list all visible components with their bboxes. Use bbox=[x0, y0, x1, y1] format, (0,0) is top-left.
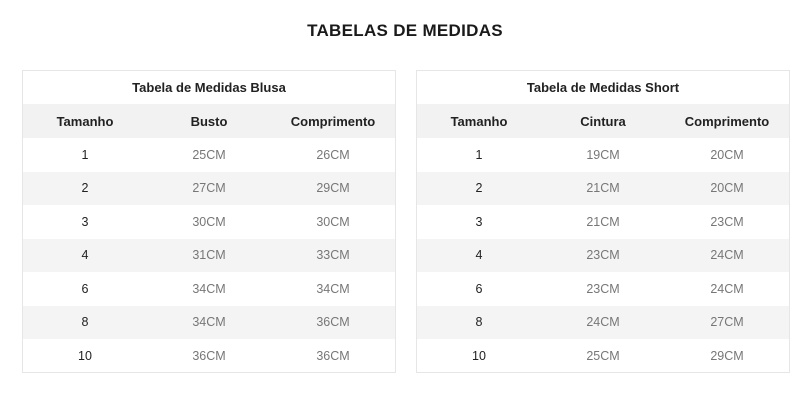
size-cell: 4 bbox=[475, 248, 483, 263]
measure-cell: 27CM bbox=[710, 315, 744, 330]
table-row bbox=[417, 205, 789, 239]
measure-cell: 23CM bbox=[586, 248, 620, 263]
table-row bbox=[23, 272, 395, 306]
column-header: Busto bbox=[190, 113, 228, 129]
table-caption: Tabela de Medidas Short bbox=[526, 80, 680, 95]
table-row bbox=[23, 172, 395, 206]
measure-cell: 20CM bbox=[710, 181, 744, 196]
measure-cell: 34CM bbox=[192, 315, 226, 330]
size-cell: 6 bbox=[475, 281, 483, 296]
column-header: Comprimento bbox=[290, 113, 376, 129]
measure-cell: 20CM bbox=[710, 147, 744, 162]
table-row bbox=[417, 239, 789, 273]
measure-cell: 24CM bbox=[586, 315, 620, 330]
table-row bbox=[417, 172, 789, 206]
table-row bbox=[23, 138, 395, 172]
size-cell: 2 bbox=[475, 181, 483, 196]
measure-cell: 34CM bbox=[192, 281, 226, 296]
size-cell: 1 bbox=[475, 147, 483, 162]
size-cell: 3 bbox=[81, 214, 89, 229]
measure-cell: 36CM bbox=[316, 348, 350, 363]
size-cell: 4 bbox=[81, 248, 89, 263]
size-cell: 8 bbox=[81, 315, 89, 330]
table-row bbox=[23, 306, 395, 340]
measure-cell: 25CM bbox=[586, 348, 620, 363]
measure-cell: 36CM bbox=[192, 348, 226, 363]
measure-cell: 21CM bbox=[586, 181, 620, 196]
size-tables-container bbox=[22, 70, 790, 373]
measure-cell: 25CM bbox=[192, 147, 226, 162]
size-cell: 2 bbox=[81, 181, 89, 196]
table-row bbox=[23, 205, 395, 239]
size-cell: 10 bbox=[472, 348, 486, 363]
table-row bbox=[417, 306, 789, 340]
size-cell: 6 bbox=[81, 281, 89, 296]
size-cell: 3 bbox=[475, 214, 483, 229]
measure-cell: 24CM bbox=[710, 281, 744, 296]
size-cell: 10 bbox=[78, 348, 92, 363]
size-table-blusa bbox=[22, 70, 396, 373]
column-header: Tamanho bbox=[450, 113, 508, 129]
column-header: Comprimento bbox=[684, 113, 770, 129]
table-header-row bbox=[417, 104, 789, 138]
measure-cell: 23CM bbox=[586, 281, 620, 296]
table-row bbox=[417, 339, 789, 373]
column-header: Tamanho bbox=[56, 113, 114, 129]
page-title: TABELAS DE MEDIDAS bbox=[307, 21, 503, 40]
measure-cell: 27CM bbox=[192, 181, 226, 196]
measure-cell: 36CM bbox=[316, 315, 350, 330]
size-cell: 8 bbox=[475, 315, 483, 330]
size-table-short bbox=[416, 70, 790, 373]
size-cell: 1 bbox=[81, 147, 89, 162]
measure-cell: 33CM bbox=[316, 248, 350, 263]
table-header-row bbox=[23, 104, 395, 138]
column-header: Cintura bbox=[580, 113, 626, 129]
table-row bbox=[417, 272, 789, 306]
measure-cell: 21CM bbox=[586, 214, 620, 229]
measure-cell: 34CM bbox=[316, 281, 350, 296]
table-row bbox=[417, 138, 789, 172]
table-row bbox=[23, 239, 395, 273]
measure-cell: 26CM bbox=[316, 147, 350, 162]
measure-cell: 24CM bbox=[710, 248, 744, 263]
measure-cell: 29CM bbox=[316, 181, 350, 196]
table-row bbox=[23, 339, 395, 373]
measure-cell: 23CM bbox=[710, 214, 744, 229]
measure-cell: 29CM bbox=[710, 348, 744, 363]
measure-cell: 19CM bbox=[586, 147, 620, 162]
table-caption: Tabela de Medidas Blusa bbox=[132, 80, 286, 95]
measure-cell: 30CM bbox=[192, 214, 226, 229]
measure-cell: 30CM bbox=[316, 214, 350, 229]
measure-cell: 31CM bbox=[192, 248, 226, 263]
